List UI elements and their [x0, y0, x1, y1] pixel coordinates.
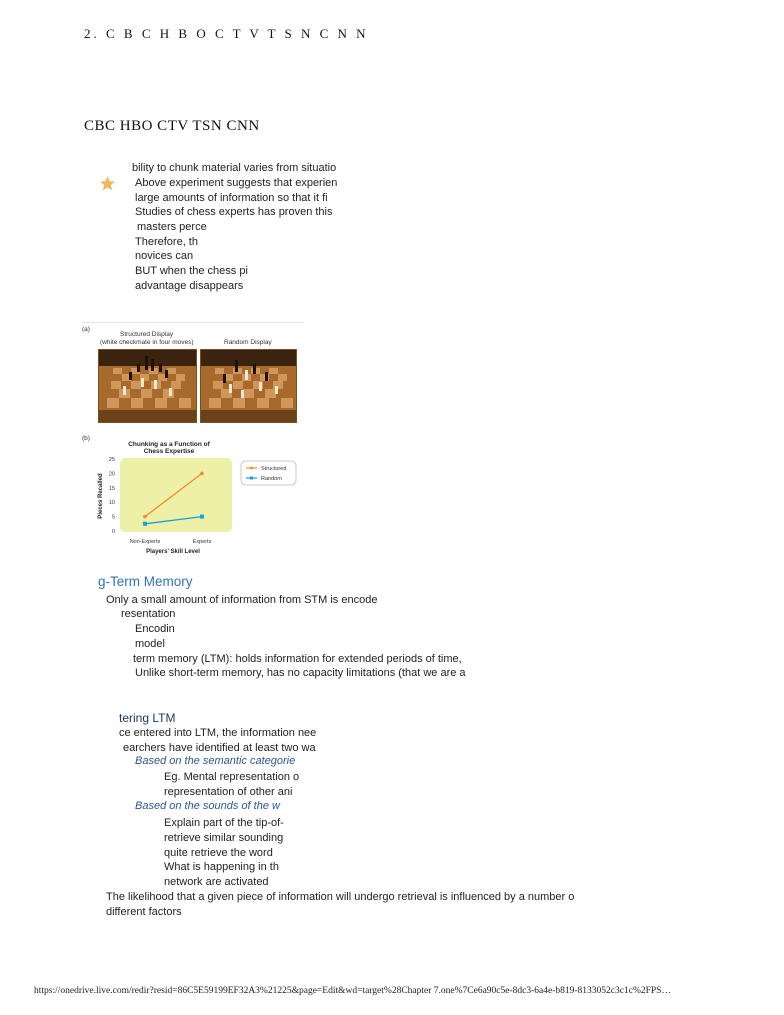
y-tick-label-5: 5 — [111, 514, 115, 521]
chart-plot-area — [120, 458, 232, 532]
data-point-structured-non-experts — [143, 515, 147, 519]
figure-top-rule — [82, 322, 304, 323]
sound-sub-4: What is happening in th — [164, 861, 279, 873]
random-chessboard-photo — [200, 349, 297, 423]
semantic-category-item: Based on the semantic categorie — [135, 755, 296, 767]
ltm-line-6: Unlike short-term memory, has no capacity limitations (that we are a — [135, 667, 466, 679]
y-tick-label-10: 10 — [108, 500, 115, 507]
chart-x-axis-label: Players' Skill Level — [146, 549, 200, 555]
chart-y-axis-label: Pieces Recalled — [98, 473, 104, 519]
sound-sub-3: quite retrieve the word — [164, 847, 273, 859]
legend-structured-label: Structured — [261, 466, 287, 472]
legend-random-label: Random — [261, 476, 282, 482]
y-tick-label-20: 20 — [108, 471, 115, 478]
chunking-chart — [90, 438, 305, 560]
x-tick-label-non-experts: Non-Experts — [129, 539, 161, 545]
legend-random-marker — [250, 477, 253, 480]
page-header-fragment: 2. C B C H B O C T V T S N C N N — [84, 26, 369, 40]
semantic-sub-2: representation of other ani — [164, 786, 293, 798]
ltm-heading: g-Term Memory — [98, 574, 193, 589]
chunk-line-7: novices can — [135, 250, 194, 262]
entering-ltm-heading: tering LTM — [119, 711, 176, 725]
section-heading: CBC HBO CTV TSN CNN — [84, 118, 260, 134]
chunk-line-9: advantage disappears — [135, 280, 244, 292]
retrieval-line-1: The likelihood that a given piece of information will undergo retrieval is influenced by a number o — [106, 891, 575, 903]
ltm-line-3: Encodin — [135, 623, 175, 635]
ltm-line-1: Only a small amount of information from STM is encode — [106, 594, 378, 606]
footer-url: https://onedrive.live.com/redir?resid=86C5E59199EF32A3%21225&page=Edit&wd=target%28Chapter 7.one%7Ce6a90c5e-8dc3-6a4e-b819-8133052c3c1c%2FPS… — [34, 986, 671, 996]
panel-a-label: (a) — [82, 326, 90, 333]
y-tick-label-25: 25 — [108, 457, 115, 463]
data-point-structured-experts — [200, 472, 204, 476]
sound-sub-2: retrieve similar sounding — [164, 832, 284, 844]
semantic-sub-1: Eg. Mental representation o — [164, 771, 300, 783]
entering-line-2: earchers have identified at least two wa — [123, 742, 316, 754]
panel-b-label: (b) — [82, 435, 90, 442]
ltm-line-5: term memory (LTM): holds information for extended periods of time, — [133, 653, 462, 665]
retrieval-line-2: different factors — [106, 906, 182, 918]
data-point-random-experts — [200, 515, 204, 519]
chart-title-line-1: Chunking as a Function of — [128, 441, 210, 448]
sound-sub-1: Explain part of the tip-of- — [164, 817, 284, 829]
data-point-random-non-experts — [143, 522, 147, 526]
random-caption: Random Display — [224, 339, 272, 346]
sound-sub-5: network are activated — [164, 876, 269, 888]
star-icon — [99, 175, 116, 192]
chart-title-line-2: Chess Expertise — [143, 448, 195, 455]
chunk-line-8: BUT when the chess pi — [135, 265, 248, 277]
chunk-line-2: Above experiment suggests that experien — [135, 177, 338, 189]
ltm-line-2: resentation — [121, 608, 176, 620]
structured-caption-1: Structured Display — [120, 331, 174, 338]
y-tick-label-0: 0 — [111, 529, 115, 535]
chunk-line-4: Studies of chess experts has proven this — [135, 206, 333, 218]
chunk-line-3: large amounts of information so that it fi — [135, 192, 328, 204]
x-tick-label-experts: Experts — [192, 539, 212, 545]
structured-caption-2: (white checkmate in four moves) — [100, 339, 194, 346]
entering-line-1: ce entered into LTM, the information nee — [119, 727, 317, 739]
chunk-line-6: Therefore, th — [135, 236, 198, 248]
chunk-line-1: bility to chunk material varies from situatio — [132, 162, 337, 174]
structured-chessboard-photo — [98, 349, 197, 423]
chunk-line-5: masters perce — [137, 221, 207, 233]
legend-structured-marker — [250, 467, 253, 470]
y-tick-label-15: 15 — [108, 485, 115, 492]
ltm-line-4: model — [135, 638, 165, 650]
sound-item: Based on the sounds of the w — [135, 800, 280, 812]
